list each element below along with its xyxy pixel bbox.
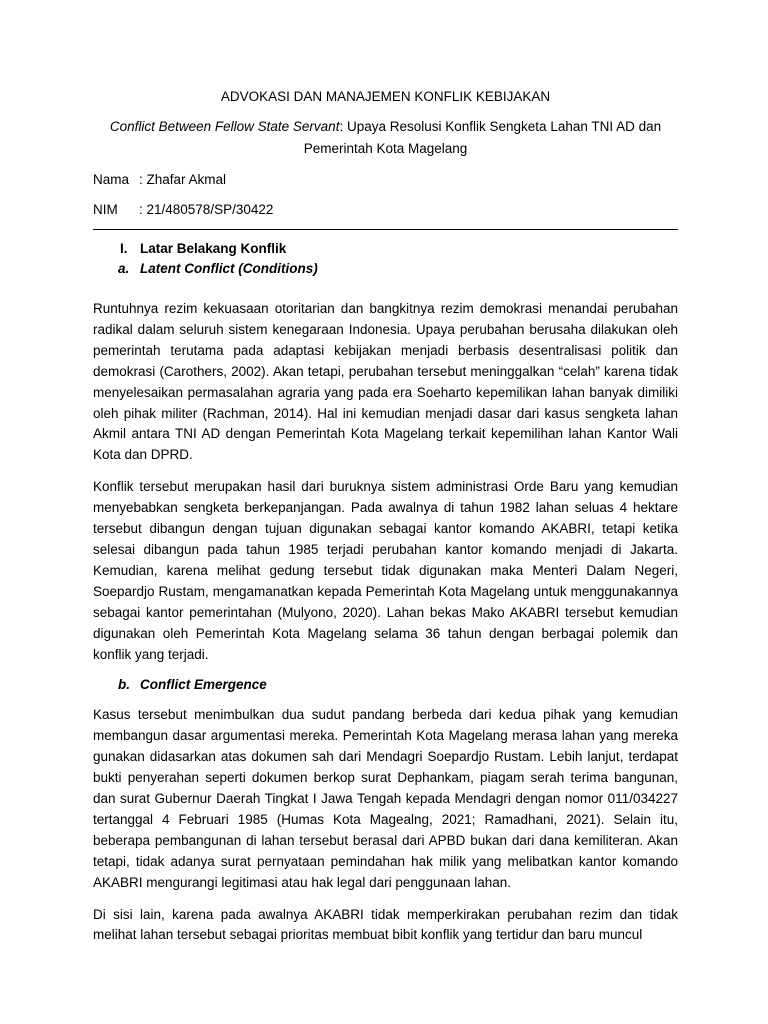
subsection-title-b: Conflict Emergence (140, 677, 267, 693)
document-title: ADVOKASI DAN MANAJEMEN KONFLIK KEBIJAKAN (220, 89, 551, 104)
nim-label: NIM (93, 202, 118, 217)
subsection-number-b: b. (118, 677, 130, 693)
body-paragraph-2: Konflik tersebut merupakan hasil dari buruknya sistem administrasi Orde Baru yang kemudian menyebabkan sengketa berkepanjangan. Pada awalnya di tahun 1982 lahan seluas 4 hektare tersebut dibangun dengan tujuan digunakan sebagai kantor komando AKABRI, tetapi ketika selesai dibangun pada tahun 1985 terjadi perubahan kantor komando menjadi di Jakarta. Kemudian, karena melihat gedung tersebut tidak digunakan maka Menteri Dalam Negeri, Soepardjo Rustam, mengamanatkan kepada Pemerintah Kota Magelang untuk menggunakannya sebagai kantor pemerintahan (Mulyono, 2020). Lahan bekas Mako AKABRI tersebut kemudian digunakan oleh Pemerintah Kota Magelang selama 36 tahun dengan berbagai polemik dan konflik yang terjadi. (93, 479, 678, 662)
subsection-number-a: a. (118, 261, 130, 276)
subtitle-rest: : Upaya Resolusi Konflik Sengketa Lahan TNI AD dan Pemerintah Kota Magelang (303, 119, 662, 156)
section-number: I. (120, 241, 128, 256)
section-heading-1 (93, 240, 678, 258)
name-label: Nama (93, 172, 130, 187)
name-row (93, 171, 678, 189)
document-subtitle (93, 116, 678, 160)
subsection-heading-a (93, 260, 678, 278)
body-paragraph-4: Di sisi lain, karena pada awalnya AKABRI tidak memperkirakan perubahan rezim dan tidak melihat lahan tersebut sebagai prioritas membuat bibit konflik yang tertidur dan baru muncul (93, 906, 678, 943)
nim-row (93, 201, 678, 219)
name-value: : Zhafar Akmal (139, 172, 227, 187)
subsection-title-a: Latent Conflict (Conditions) (140, 261, 318, 276)
section-title: Latar Belakang Konflik (140, 241, 287, 256)
header-divider (93, 229, 678, 230)
subtitle-italic: Conflict Between Fellow State Servant (109, 119, 340, 134)
nim-value: : 21/480578/SP/30422 (139, 202, 274, 217)
body-paragraph-3: Kasus tersebut menimbulkan dua sudut pandang berbeda dari kedua pihak yang kemudian membangun dasar argumentasi mereka. Pemerintah Kota Magelang merasa lahan yang mereka gunakan didasarkan atas dokumen sah dari Mendagri Soepardjo Rustam. Lebih lanjut, terdapat bukti penyerahan seperti dokumen berkop surat Dephankam, piagam serah terima bangunan, dan surat Gubernur Daerah Tingkat I Jawa Tengah kepada Mendagri dengan nomor 011/034227 tertanggal 4 Februari 1985 (Humas Kota Magealng, 2021; Ramadhani, 2021). Selain itu, beberapa pembangunan di lahan tersebut berasal dari APBD bukan dari dana kemiliteran. Akan tetapi, tidak adanya surat pernyataan pemindahan hak milik yang melibatkan kantor komando AKABRI mengurangi legitimasi atau hak legal dari penggunaan lahan. (93, 707, 678, 890)
subsection-heading-b (93, 676, 678, 694)
body-paragraph-1: Runtuhnya rezim kekuasaan otoritarian dan bangkitnya rezim demokrasi menandai perubahan radikal dalam seluruh sistem kenegaraan Indonesia. Upaya perubahan berusaha dilakukan oleh pemerintah terutama pada adaptasi kebijakan menjadi berbasis desentralisasi politik dan demokrasi (Carothers, 2002). Akan tetapi, perubahan tersebut meninggalkan “celah” karena tidak menyelesaikan permasalahan agraria yang pada era Soeharto kepemilikan lahan banyak dimiliki oleh pihak militer (Rachman, 2014). Hal ini kemudian menjadi dasar dari kasus sengketa lahan Akmil antara TNI AD dengan Pemerintah Kota Magelang terkait kepemilihan lahan Kantor Wali Kota dan DPRD. (93, 301, 678, 463)
